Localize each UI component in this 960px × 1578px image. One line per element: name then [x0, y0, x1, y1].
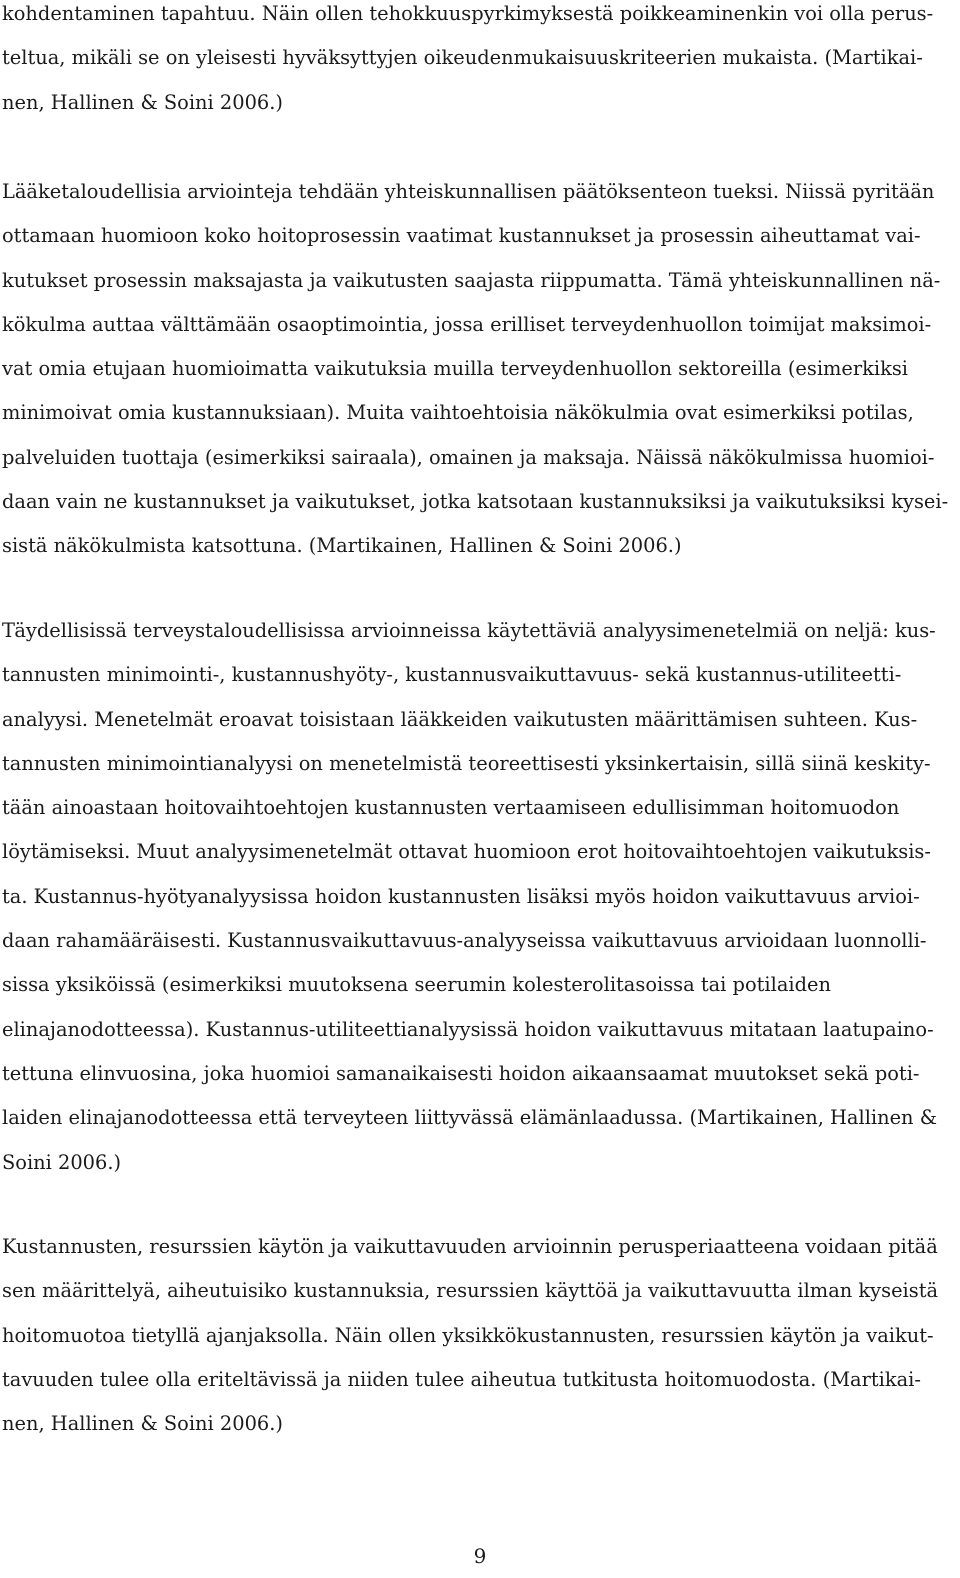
paragraph: [2, 1225, 938, 1446]
text-line: kohdentaminen tapahtuu. Näin ollen tehokkuuspyrkimyksestä poikkeaminenkin voi olla perus-: [2, 2, 934, 25]
text-line: tettuna elinvuosina, joka huomioi samanaikaisesti hoidon aikaansaamat muutokset sekä poti-: [2, 1061, 920, 1085]
text-line: analyysi. Menetelmät eroavat toisistaan lääkkeiden vaikutusten määrittämisen suhteen. Kus-: [2, 707, 918, 731]
text-line: ta. Kustannus-hyötyanalyysissa hoidon kustannusten lisäksi myös hoidon vaikuttavuus arvioi-: [2, 884, 920, 908]
text-line: löytämiseksi. Muut analyysimenetelmät ottavat huomioon erot hoitovaihtoehtojen vaikutuksis-: [2, 840, 931, 864]
text-line: Täydellisissä terveystaloudellisissa arvioinneissa käytettäviä analyysimenetelmiä on neljä: kus-: [2, 619, 936, 642]
text-line: kökulma auttaa välttämään osaoptimointia, jossa erilliset terveydenhuollon toimijat maksimoi-: [2, 312, 932, 336]
text-line: vat omia etujaan huomioimatta vaikutuksia muilla terveydenhuollon sektoreilla (esimerkiksi: [2, 357, 909, 381]
text-line: ottamaan huomioon koko hoitoprosessin vaatimat kustannukset ja prosessin aiheuttamat vai-: [2, 224, 921, 248]
text-line: elinajanodotteessa). Kustannus-utiliteettianalyysissä hoidon vaikuttavuus mitataan laatupaino-: [2, 1017, 934, 1041]
text-line: daan rahamääräisesti. Kustannusvaikuttavuus-analyyseissa vaikuttavuus arvioidaan luonnolli-: [2, 929, 927, 953]
page-number: 9: [473, 1544, 487, 1568]
text-line: minimoivat omia kustannuksiaan). Muita vaihtoehtoisia näkökulmia ovat esimerkiksi potilas,: [2, 401, 914, 425]
text-line: Lääketaloudellisia arviointeja tehdään yhteiskunnallisen päätöksenteon tueksi. Niissä pyritään: [2, 180, 935, 203]
text-line: nen, Hallinen & Soini 2006.): [2, 1412, 283, 1436]
text-line: sen määrittelyä, aiheutuisiko kustannuksia, resurssien käyttöä ja vaikuttavuutta ilman kyseistä: [2, 1279, 939, 1303]
text-line: nen, Hallinen & Soini 2006.): [2, 90, 283, 114]
text-line: Kustannusten, resurssien käytön ja vaikuttavuuden arvioinnin perusperiaatteena voidaan pitää: [2, 1235, 938, 1258]
text-line: palveluiden tuottaja (esimerkiksi sairaala), omainen ja maksaja. Näissä näkökulmissa huomioi-: [2, 445, 935, 469]
paragraph: [2, 609, 937, 1185]
text-line: sistä näkökulmista katsottuna. (Martikainen, Hallinen & Soini 2006.): [2, 534, 682, 558]
text-line: laiden elinajanodotteessa että terveyteen liittyvässä elämänlaadussa. (Martikainen, Hallinen &: [2, 1106, 937, 1130]
text-line: daan vain ne kustannukset ja vaikutukset, jotka katsotaan kustannuksiksi ja vaikutuksiksi kysei-: [2, 490, 949, 514]
text-line: Soini 2006.): [2, 1150, 122, 1174]
text-line: tannusten minimointi-, kustannushyöty-, kustannusvaikuttavuus- sekä kustannus-utiliteetti-: [2, 663, 902, 687]
paragraph: [2, 0, 933, 125]
text-line: sissa yksiköissä (esimerkiksi muutoksena seerumin kolesterolitasoissa tai potilaiden: [2, 973, 831, 997]
text-line: tannusten minimointianalyysi on menetelmistä teoreettisesti yksinkertaisin, sillä siinä keskity-: [2, 751, 931, 775]
text-line: kutukset prosessin maksajasta ja vaikutusten saajasta riippumatta. Tämä yhteiskunnallinen nä-: [2, 268, 941, 292]
text-line: teltua, mikäli se on yleisesti hyväksyttyjen oikeudenmukaisuuskriteerien mukaista. (Martikai-: [2, 46, 923, 70]
text-line: tavuuden tulee olla eriteltävissä ja niiden tulee aiheutua tutkitusta hoitomuodosta. (Martikai-: [2, 1367, 921, 1391]
text-line: tään ainoastaan hoitovaihtoehtojen kustannusten vertaamiseen edullisimman hoitomuodon: [2, 796, 900, 820]
text-line: hoitomuotoa tietyllä ajanjaksolla. Näin ollen yksikkökustannusten, resurssien käytön ja vaikut-: [2, 1323, 934, 1347]
paragraph: [2, 170, 948, 569]
